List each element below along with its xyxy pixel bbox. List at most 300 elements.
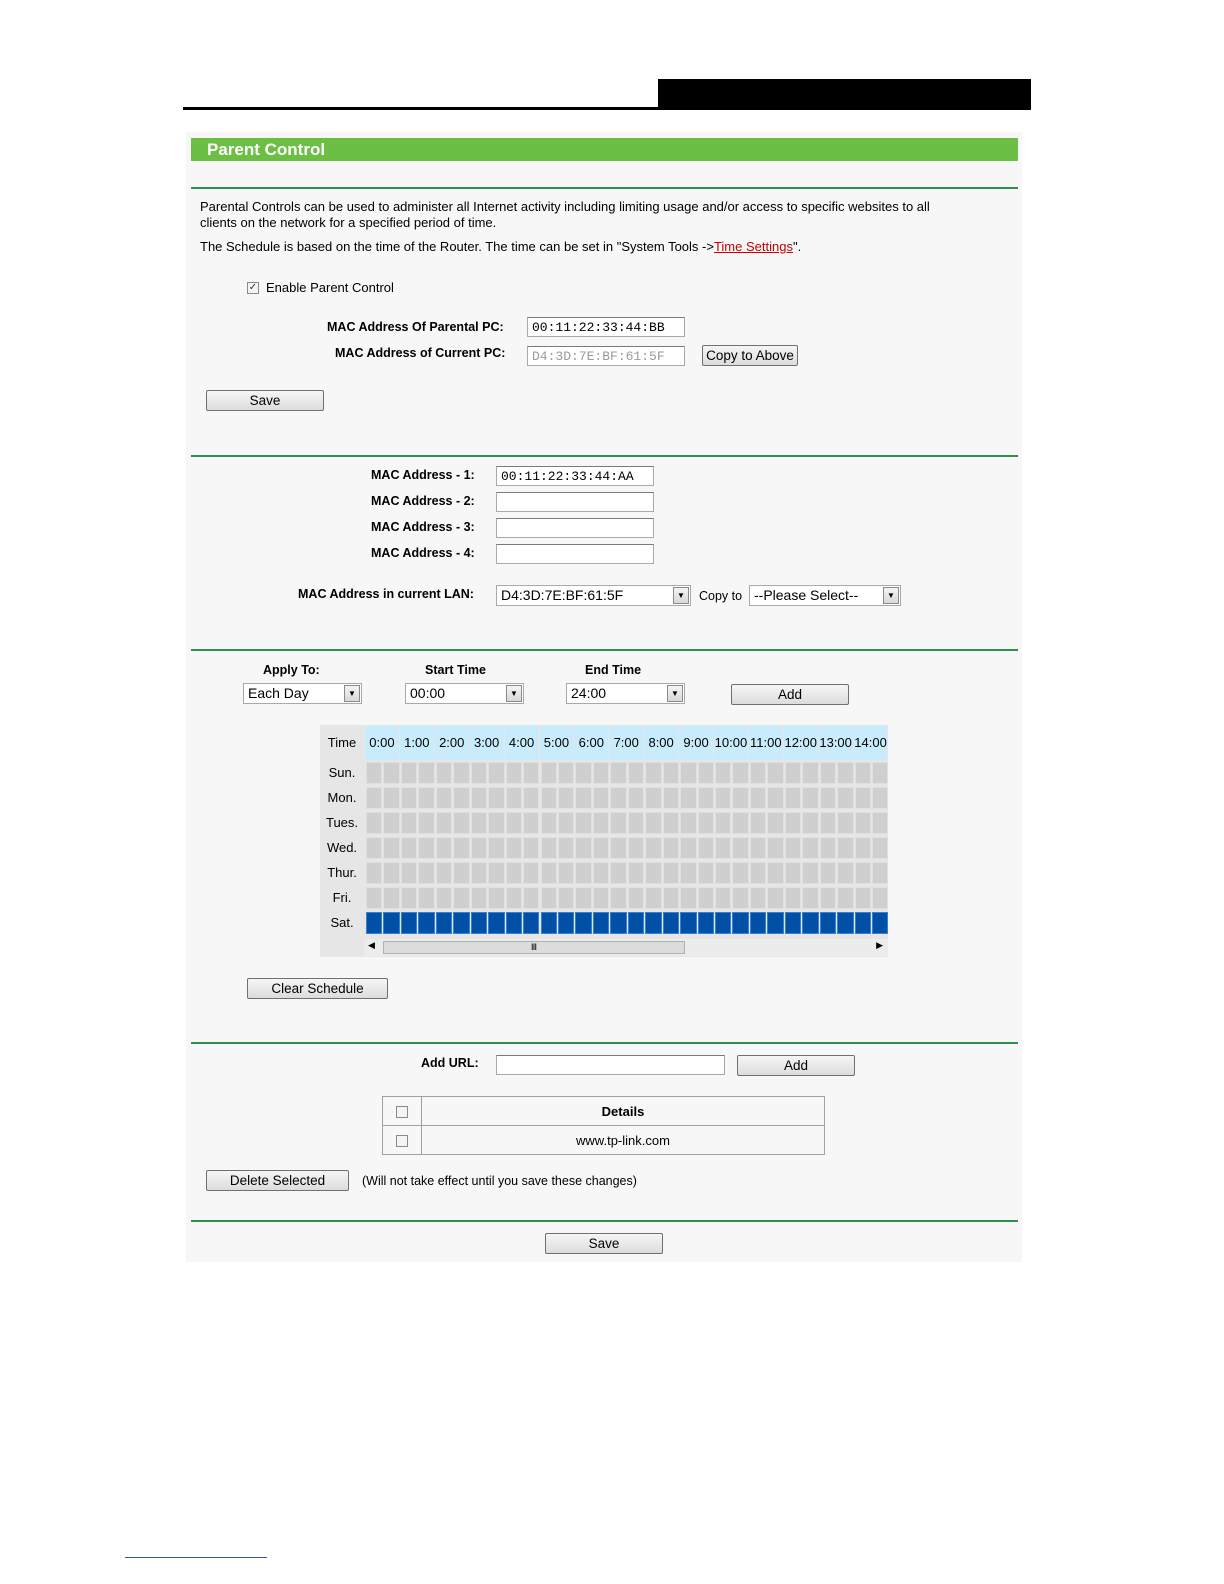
schedule-cell[interactable] <box>558 912 574 934</box>
schedule-cell[interactable] <box>471 837 487 859</box>
schedule-cell[interactable] <box>436 787 452 809</box>
schedule-cell[interactable] <box>855 862 871 884</box>
schedule-note <box>200 239 801 254</box>
schedule-cell[interactable] <box>366 762 382 784</box>
schedule-cell[interactable] <box>802 912 818 934</box>
schedule-cell[interactable] <box>802 762 818 784</box>
start-time-label: Start Time <box>425 663 486 677</box>
day-label: Sat. <box>330 915 354 930</box>
schedule-cell[interactable] <box>680 787 696 809</box>
hour-header: 10:00 <box>714 726 748 760</box>
end-time-select-value: 24:00 <box>571 685 607 701</box>
delete-note: (Will not take effect until you save these changes) <box>362 1174 637 1188</box>
schedule-cell[interactable] <box>872 862 888 884</box>
schedule-cell[interactable] <box>401 787 417 809</box>
schedule-cell[interactable] <box>628 787 644 809</box>
schedule-cell[interactable] <box>750 837 766 859</box>
hour-header: 1:00 <box>400 726 434 760</box>
hour-header: 9:00 <box>679 726 713 760</box>
mac-address-4-input[interactable] <box>496 544 654 564</box>
schedule-cell[interactable] <box>663 812 679 834</box>
schedule-cell[interactable] <box>785 812 801 834</box>
copy-to-select[interactable] <box>749 585 901 606</box>
footer-rule <box>125 1557 267 1558</box>
schedule-cell[interactable] <box>610 862 626 884</box>
schedule-cell[interactable] <box>610 762 626 784</box>
current-mac-label: MAC Address of Current PC: <box>335 346 506 360</box>
schedule-cell[interactable] <box>767 787 783 809</box>
schedule-cell[interactable] <box>453 787 469 809</box>
schedule-cell[interactable] <box>663 887 679 909</box>
hour-header: 5:00 <box>540 726 574 760</box>
schedule-cell[interactable] <box>855 837 871 859</box>
schedule-cell[interactable] <box>471 912 487 934</box>
schedule-cell[interactable] <box>453 887 469 909</box>
schedule-cell[interactable] <box>558 837 574 859</box>
schedule-cell[interactable] <box>645 912 661 934</box>
schedule-cell[interactable] <box>715 912 731 934</box>
schedule-cell[interactable] <box>680 762 696 784</box>
add-url-button[interactable]: Add <box>737 1055 855 1076</box>
hour-header: 11:00 <box>749 726 783 760</box>
schedule-cell[interactable] <box>802 812 818 834</box>
schedule-cell[interactable] <box>715 862 731 884</box>
add-url-label: Add URL: <box>421 1056 479 1070</box>
time-settings-link[interactable]: Time Settings <box>713 239 793 254</box>
schedule-cell[interactable] <box>610 787 626 809</box>
hour-header: 6:00 <box>574 726 608 760</box>
schedule-cell[interactable] <box>401 862 417 884</box>
schedule-cell[interactable] <box>785 912 801 934</box>
schedule-cell[interactable] <box>663 837 679 859</box>
schedule-cell[interactable] <box>541 862 557 884</box>
mac-address-1-input[interactable]: 00:11:22:33:44:AA <box>496 466 654 486</box>
time-column-header: Time <box>327 735 357 750</box>
enable-parent-control-label: Enable Parent Control <box>266 280 394 295</box>
schedule-cell[interactable] <box>593 837 609 859</box>
schedule-cell[interactable] <box>401 912 417 934</box>
schedule-cell[interactable] <box>837 862 853 884</box>
schedule-cell[interactable] <box>523 912 539 934</box>
schedule-cell[interactable] <box>506 837 522 859</box>
schedule-cell[interactable] <box>488 837 504 859</box>
schedule-cell[interactable] <box>488 887 504 909</box>
schedule-cell[interactable] <box>698 912 714 934</box>
schedule-cell[interactable] <box>575 812 591 834</box>
schedule-scrollbar[interactable] <box>364 939 888 956</box>
schedule-cell[interactable] <box>872 837 888 859</box>
schedule-cell[interactable] <box>645 862 661 884</box>
schedule-cell[interactable] <box>401 887 417 909</box>
schedule-cell[interactable] <box>872 787 888 809</box>
schedule-cell[interactable] <box>732 787 748 809</box>
hour-header: 13:00 <box>819 726 853 760</box>
schedule-cell[interactable] <box>523 887 539 909</box>
schedule-cell[interactable] <box>628 812 644 834</box>
url-table-header <box>383 1097 825 1126</box>
schedule-cell[interactable] <box>401 762 417 784</box>
final-save-button[interactable]: Save <box>545 1233 663 1254</box>
schedule-cell[interactable] <box>820 762 836 784</box>
mac-address-4-label: MAC Address - 4: <box>371 546 475 560</box>
schedule-cell[interactable] <box>558 762 574 784</box>
scrollbar-thumb[interactable] <box>383 941 685 954</box>
schedule-cell[interactable] <box>401 812 417 834</box>
schedule-cell[interactable] <box>383 762 399 784</box>
start-time-select-value: 00:00 <box>410 685 446 701</box>
schedule-cell[interactable] <box>541 887 557 909</box>
page-title: Parent Control <box>207 140 326 159</box>
schedule-cell[interactable] <box>837 787 853 809</box>
schedule-cell[interactable] <box>436 762 452 784</box>
select-all-cell <box>383 1097 422 1126</box>
clear-schedule-button[interactable]: Clear Schedule <box>247 978 388 999</box>
schedule-cell[interactable] <box>610 812 626 834</box>
schedule-cell[interactable] <box>541 762 557 784</box>
schedule-cell[interactable] <box>628 837 644 859</box>
schedule-cell[interactable] <box>698 812 714 834</box>
schedule-cell[interactable] <box>820 787 836 809</box>
apply-to-select-value: Each Day <box>248 685 309 701</box>
schedule-cell[interactable] <box>663 762 679 784</box>
schedule-cell[interactable] <box>732 812 748 834</box>
schedule-cell[interactable] <box>698 787 714 809</box>
schedule-cell[interactable] <box>488 862 504 884</box>
schedule-cell[interactable] <box>750 912 766 934</box>
schedule-cell[interactable] <box>506 787 522 809</box>
schedule-cell[interactable] <box>855 812 871 834</box>
schedule-cell[interactable] <box>575 787 591 809</box>
schedule-cell[interactable] <box>523 762 539 784</box>
mac-address-3-input[interactable] <box>496 518 654 538</box>
schedule-cell[interactable] <box>471 787 487 809</box>
row-checkbox[interactable] <box>396 1135 408 1147</box>
schedule-cell[interactable] <box>663 912 679 934</box>
schedule-cell[interactable] <box>523 862 539 884</box>
parental-mac-label: MAC Address Of Parental PC: <box>327 320 504 334</box>
schedule-cell[interactable] <box>663 862 679 884</box>
schedule-cell[interactable] <box>418 812 434 834</box>
schedule-cell[interactable] <box>767 837 783 859</box>
schedule-cell[interactable] <box>418 887 434 909</box>
copy-to-select-value: --Please Select-- <box>754 587 859 603</box>
copy-to-above-button[interactable]: Copy to Above <box>702 345 798 366</box>
schedule-cell[interactable] <box>575 887 591 909</box>
schedule-cell[interactable] <box>506 762 522 784</box>
mac-address-2-input[interactable] <box>496 492 654 512</box>
schedule-cell[interactable] <box>506 862 522 884</box>
schedule-cell[interactable] <box>645 887 661 909</box>
schedule-cell[interactable] <box>418 837 434 859</box>
schedule-cell[interactable] <box>471 812 487 834</box>
schedule-cell[interactable] <box>436 887 452 909</box>
schedule-cell[interactable] <box>383 912 399 934</box>
schedule-cell[interactable] <box>453 837 469 859</box>
save-button[interactable]: Save <box>206 390 324 411</box>
schedule-cell[interactable] <box>593 812 609 834</box>
schedule-cell[interactable] <box>383 887 399 909</box>
schedule-cell[interactable] <box>732 837 748 859</box>
schedule-cell[interactable] <box>523 787 539 809</box>
add-url-input[interactable] <box>496 1055 725 1075</box>
schedule-cell[interactable] <box>541 812 557 834</box>
schedule-cell[interactable] <box>488 812 504 834</box>
schedule-cell[interactable] <box>366 887 382 909</box>
schedule-cell[interactable] <box>872 887 888 909</box>
schedule-cell[interactable] <box>698 837 714 859</box>
schedule-cell[interactable] <box>715 887 731 909</box>
schedule-cell[interactable] <box>837 887 853 909</box>
url-table <box>382 1096 825 1155</box>
hour-header: 0:00 <box>365 726 399 760</box>
schedule-cell[interactable] <box>802 887 818 909</box>
mac-address-1-label: MAC Address - 1: <box>371 468 475 482</box>
schedule-cell[interactable] <box>767 762 783 784</box>
schedule-cell[interactable] <box>750 787 766 809</box>
end-time-select[interactable] <box>566 683 685 704</box>
schedule-cell[interactable] <box>436 862 452 884</box>
schedule-cell[interactable] <box>366 812 382 834</box>
schedule-cell[interactable] <box>558 862 574 884</box>
schedule-cell[interactable] <box>488 787 504 809</box>
schedule-cell[interactable] <box>436 812 452 834</box>
schedule-cell[interactable] <box>471 887 487 909</box>
schedule-cell[interactable] <box>436 912 452 934</box>
schedule-cell[interactable] <box>680 862 696 884</box>
schedule-cell[interactable] <box>593 887 609 909</box>
schedule-cell[interactable] <box>453 762 469 784</box>
section-divider <box>191 187 1018 189</box>
schedule-cell[interactable] <box>541 787 557 809</box>
schedule-cell[interactable] <box>628 912 644 934</box>
schedule-cell[interactable] <box>820 912 836 934</box>
schedule-cell[interactable] <box>645 837 661 859</box>
schedule-cell[interactable] <box>418 912 434 934</box>
delete-selected-button[interactable]: Delete Selected <box>206 1170 349 1191</box>
schedule-note-suffix: ". <box>792 239 802 254</box>
schedule-cell[interactable] <box>663 787 679 809</box>
end-time-label: End Time <box>585 663 642 677</box>
chevron-down-icon: ▼ <box>506 685 522 702</box>
schedule-cell[interactable] <box>418 762 434 784</box>
schedule-cell[interactable] <box>767 812 783 834</box>
schedule-note-prefix: The Schedule is based on the time of the Router. The time can be set in "System Tools -> <box>200 239 714 254</box>
schedule-cell[interactable] <box>680 837 696 859</box>
chevron-down-icon: ▼ <box>344 685 360 702</box>
schedule-cell[interactable] <box>872 812 888 834</box>
schedule-cell[interactable] <box>715 787 731 809</box>
schedule-cell[interactable] <box>732 912 748 934</box>
schedule-cell[interactable] <box>593 787 609 809</box>
schedule-cell[interactable] <box>471 862 487 884</box>
schedule-cell[interactable] <box>383 812 399 834</box>
schedule-cell[interactable] <box>855 787 871 809</box>
schedule-cell[interactable] <box>523 812 539 834</box>
schedule-cell[interactable] <box>575 837 591 859</box>
schedule-cell[interactable] <box>506 887 522 909</box>
schedule-cell[interactable] <box>750 887 766 909</box>
day-label: Thur. <box>327 865 357 880</box>
section-divider <box>191 455 1018 457</box>
lan-mac-select-value: D4:3D:7E:BF:61:5F <box>501 587 624 603</box>
apply-to-label: Apply To: <box>263 663 320 677</box>
schedule-cell[interactable] <box>558 887 574 909</box>
schedule-cell[interactable] <box>750 812 766 834</box>
lan-mac-label: MAC Address in current LAN: <box>298 587 474 601</box>
schedule-cell[interactable] <box>802 862 818 884</box>
schedule-cell[interactable] <box>610 837 626 859</box>
schedule-cell[interactable] <box>366 862 382 884</box>
parental-mac-input[interactable]: 00:11:22:33:44:BB <box>527 317 685 337</box>
schedule-cell[interactable] <box>785 837 801 859</box>
schedule-cell[interactable] <box>453 812 469 834</box>
schedule-cell[interactable] <box>575 762 591 784</box>
scroll-right-icon[interactable]: ▶ <box>876 940 883 950</box>
enable-parent-control-checkbox[interactable]: ✓ <box>248 282 258 293</box>
schedule-cell[interactable] <box>558 787 574 809</box>
section-divider <box>191 1042 1018 1044</box>
schedule-cell[interactable] <box>558 812 574 834</box>
table-row <box>383 1126 825 1155</box>
schedule-cell[interactable] <box>802 787 818 809</box>
schedule-cell[interactable] <box>872 912 888 934</box>
schedule-cell[interactable] <box>715 762 731 784</box>
schedule-cell[interactable] <box>820 812 836 834</box>
schedule-cell[interactable] <box>645 787 661 809</box>
current-mac-input: D4:3D:7E:BF:61:5F <box>527 346 685 366</box>
schedule-cell[interactable] <box>698 862 714 884</box>
schedule-cell[interactable] <box>767 912 783 934</box>
schedule-cell[interactable] <box>383 837 399 859</box>
schedule-cell[interactable] <box>541 837 557 859</box>
schedule-cell[interactable] <box>802 837 818 859</box>
schedule-cell[interactable] <box>680 812 696 834</box>
schedule-cell[interactable] <box>593 862 609 884</box>
schedule-cell[interactable] <box>680 912 696 934</box>
schedule-cell[interactable] <box>383 862 399 884</box>
schedule-cell[interactable] <box>436 837 452 859</box>
schedule-cell[interactable] <box>366 912 382 934</box>
schedule-cell[interactable] <box>575 862 591 884</box>
schedule-cell[interactable] <box>820 862 836 884</box>
schedule-cell[interactable] <box>698 762 714 784</box>
hour-header: 3:00 <box>470 726 504 760</box>
schedule-cell[interactable] <box>872 762 888 784</box>
schedule-cell[interactable] <box>575 912 591 934</box>
url-cell: www.tp-link.com <box>422 1126 825 1155</box>
mac-address-2-label: MAC Address - 2: <box>371 494 475 508</box>
schedule-cell[interactable] <box>610 912 626 934</box>
schedule-cell[interactable] <box>680 887 696 909</box>
day-label: Sun. <box>328 765 356 780</box>
schedule-cell[interactable] <box>785 862 801 884</box>
hour-header: 14:00 <box>854 726 888 760</box>
mac-address-3-label: MAC Address - 3: <box>371 520 475 534</box>
hour-header: 7:00 <box>609 726 643 760</box>
apply-to-select[interactable] <box>243 683 362 704</box>
schedule-cell[interactable] <box>628 762 644 784</box>
schedule-cell[interactable] <box>715 812 731 834</box>
schedule-cell[interactable] <box>628 887 644 909</box>
schedule-cell[interactable] <box>593 762 609 784</box>
schedule-cell[interactable] <box>383 787 399 809</box>
schedule-cell[interactable] <box>837 812 853 834</box>
start-time-select[interactable] <box>405 683 524 704</box>
schedule-cell[interactable] <box>767 887 783 909</box>
schedule-cell[interactable] <box>418 862 434 884</box>
schedule-cell[interactable] <box>453 912 469 934</box>
schedule-cell[interactable] <box>645 762 661 784</box>
schedule-cell[interactable] <box>855 912 871 934</box>
schedule-cell[interactable] <box>785 887 801 909</box>
schedule-cell[interactable] <box>750 862 766 884</box>
schedule-cell[interactable] <box>698 887 714 909</box>
schedule-cell[interactable] <box>366 837 382 859</box>
schedule-cell[interactable] <box>506 812 522 834</box>
schedule-cell[interactable] <box>715 837 731 859</box>
hour-header: 12:00 <box>784 726 818 760</box>
hour-header: 8:00 <box>644 726 678 760</box>
schedule-cell[interactable] <box>418 787 434 809</box>
schedule-cell[interactable] <box>610 887 626 909</box>
schedule-cell[interactable] <box>488 762 504 784</box>
description-line-1: Parental Controls can be used to administer all Internet activity including limiting usage and/or access to specific websites to all <box>200 199 930 214</box>
schedule-cell[interactable] <box>593 912 609 934</box>
chevron-down-icon: ▼ <box>883 587 899 604</box>
schedule-cell[interactable] <box>855 887 871 909</box>
schedule-cell[interactable] <box>471 762 487 784</box>
schedule-cell[interactable] <box>785 762 801 784</box>
schedule-cell[interactable] <box>523 837 539 859</box>
section-divider <box>191 1220 1018 1222</box>
day-label: Tues. <box>325 815 359 830</box>
description-line-2: clients on the network for a specified period of time. <box>200 215 497 230</box>
schedule-cell[interactable] <box>488 912 504 934</box>
schedule-cell[interactable] <box>855 762 871 784</box>
schedule-cell[interactable] <box>820 837 836 859</box>
chevron-down-icon: ▼ <box>673 587 689 604</box>
schedule-cell[interactable] <box>750 762 766 784</box>
scroll-left-icon[interactable]: ◀ <box>368 940 375 950</box>
schedule-cell[interactable] <box>837 912 853 934</box>
schedule-cell[interactable] <box>837 837 853 859</box>
schedule-cell[interactable] <box>785 787 801 809</box>
schedule-cell[interactable] <box>732 762 748 784</box>
schedule-cell[interactable] <box>506 912 522 934</box>
details-header: Details <box>422 1097 825 1126</box>
select-all-checkbox[interactable] <box>396 1106 408 1118</box>
schedule-cell[interactable] <box>541 912 557 934</box>
day-label: Mon. <box>327 790 357 805</box>
day-label: Fri. <box>332 890 352 905</box>
add-schedule-button[interactable]: Add <box>731 684 849 705</box>
schedule-cell[interactable] <box>837 762 853 784</box>
schedule-cell[interactable] <box>820 887 836 909</box>
schedule-cell[interactable] <box>767 862 783 884</box>
schedule-cell[interactable] <box>628 862 644 884</box>
schedule-cell[interactable] <box>645 812 661 834</box>
row-checkbox-cell <box>383 1126 422 1155</box>
schedule-cell[interactable] <box>401 837 417 859</box>
schedule-cell[interactable] <box>453 862 469 884</box>
day-label: Wed. <box>326 840 358 855</box>
schedule-cell[interactable] <box>732 862 748 884</box>
lan-mac-select[interactable] <box>496 585 691 606</box>
schedule-cell[interactable] <box>732 887 748 909</box>
schedule-grid <box>320 725 888 957</box>
schedule-cell[interactable] <box>366 787 382 809</box>
scrollbar-grip-icon: Ⅲ <box>530 942 538 952</box>
